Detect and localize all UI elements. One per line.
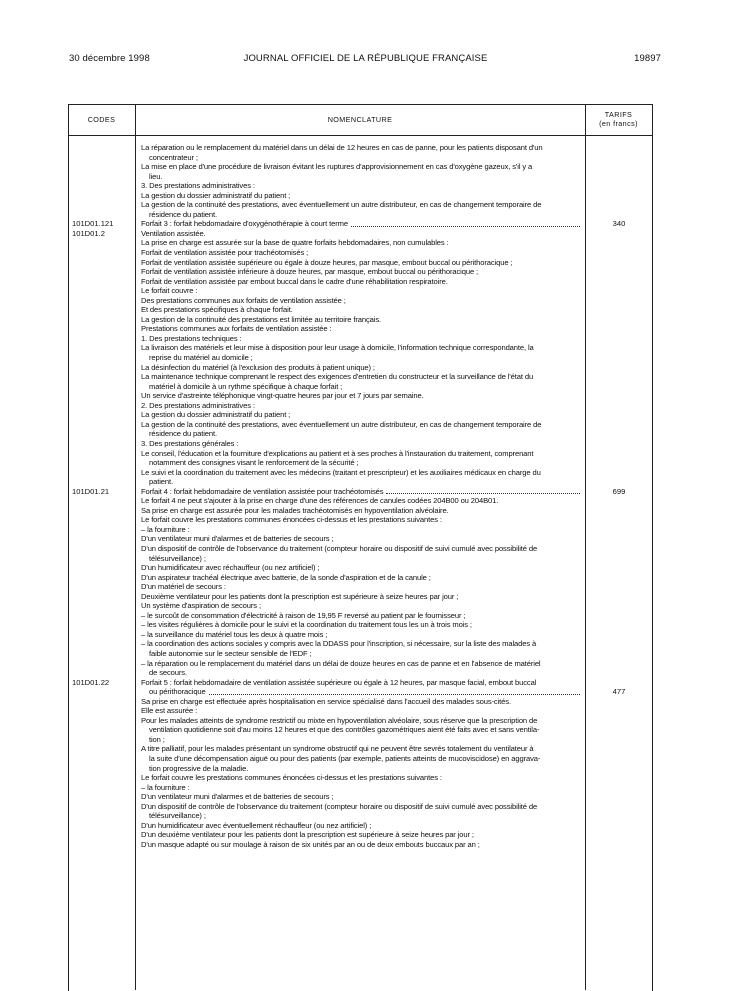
tarif-spacer <box>589 277 649 287</box>
tarif-spacer <box>589 783 649 793</box>
nomenclature-text: ou périthoracique <box>149 687 206 697</box>
nomenclature-line: La gestion de la continuité des prestations, avec éventuellement un autre distributeur, en cas de changement temporaire de <box>141 419 542 429</box>
tarif-spacer <box>589 468 649 478</box>
code-spacer <box>72 162 134 172</box>
code-spacer <box>72 802 134 812</box>
nomenclature-line <box>141 687 581 697</box>
nomenclature-line: Le forfait couvre les prestations communes énoncées ci-dessus et les prestations suivantes : <box>141 773 442 783</box>
code-spacer <box>72 181 134 191</box>
tarif-spacer <box>589 716 649 726</box>
nomenclature-line: D'un deuxième ventilateur pour les patients dont la prescription est supérieure à seize heures par jour ; <box>141 830 474 840</box>
code-spacer <box>72 840 134 850</box>
code-spacer <box>72 200 134 210</box>
nomenclature-line: Un service d'astreinte téléphonique vingt-quatre heures par jour et 7 jours par semaine. <box>141 391 424 401</box>
tarif-spacer <box>589 811 649 821</box>
code-spacer <box>72 305 134 315</box>
tarif-spacer <box>589 830 649 840</box>
column-header-codes: CODES <box>87 115 116 124</box>
nomenclature-line: Deuxième ventilateur pour les patients dont la prescription est supérieure à seize heures par jour ; <box>141 591 459 601</box>
code-spacer <box>72 544 134 554</box>
code-spacer <box>72 573 134 583</box>
code-spacer <box>72 143 134 153</box>
nomenclature-line: – la surveillance du matériel tous les deux à quatre mois ; <box>141 629 328 639</box>
nomenclature-line: Forfait de ventilation assistée par embout buccal dans le cadre d'une réhabilitation respiratoire. <box>141 276 448 286</box>
tarif-spacer <box>589 296 649 306</box>
nomenclature-line: Sa prise en charge est effectuée après hospitalisation en service spécialisé dans l'accueil des malades sous-cités. <box>141 696 511 706</box>
nomenclature-line: Sa prise en charge est assurée pour les malades trachéotomisés en hypoventilation alvéolaire. <box>141 505 449 515</box>
code-spacer <box>72 153 134 163</box>
tarif-spacer <box>589 363 649 373</box>
code-spacer <box>72 764 134 774</box>
code-cell: 101D01.121 <box>72 219 114 229</box>
tarif-spacer <box>589 821 649 831</box>
code-spacer <box>72 172 134 182</box>
nomenclature-line: 3. Des prestations administratives : <box>141 181 255 191</box>
nomenclature-line: D'un dispositif de contrôle de l'observance du traitement (compteur horaire ou dispositif de suivi cumulé avec possibilité de <box>141 543 538 553</box>
nomenclature-line: Des prestations communes aux forfaits de ventilation assistée ; <box>141 295 346 305</box>
tarif-spacer <box>589 706 649 716</box>
tarif-spacer <box>589 439 649 449</box>
nomenclature-line: Forfait 5 : forfait hebdomadaire de ventilation assistée supérieure ou égale à 12 heures, par masque facial, embout buccal <box>141 677 537 687</box>
tarif-spacer <box>589 382 649 392</box>
code-spacer <box>72 821 134 831</box>
tarif-spacer <box>589 153 649 163</box>
nomenclature-line: D'un humidificateur avec réchauffeur (ou nez artificiel) ; <box>141 563 320 573</box>
tarif-spacer <box>589 458 649 468</box>
code-spacer <box>72 315 134 325</box>
code-spacer <box>72 477 134 487</box>
tarif-spacer <box>589 210 649 220</box>
tarif-spacer <box>589 334 649 344</box>
nomenclature-line: Pour les malades atteints de syndrome restrictif ou mixte en hypoventilation alvéolaire, sous réserve que la prescription de <box>141 715 538 725</box>
nomenclature-line: – les visites régulières à domicile pour le suivi et la coordination du traitement tous les un à trois mois ; <box>141 620 472 630</box>
code-spacer <box>72 716 134 726</box>
tarif-spacer <box>589 659 649 669</box>
nomenclature-line: Le forfait 4 ne peut s'ajouter à la prise en charge d'une des références de canules codées 204B00 ou 204B01. <box>141 496 499 506</box>
tarif-spacer <box>589 515 649 525</box>
nomenclature-line: La gestion du dossier administratif du patient ; <box>141 410 291 420</box>
column-divider-codes <box>135 104 136 990</box>
code-spacer <box>72 439 134 449</box>
dot-leader <box>209 687 580 695</box>
journal-title: JOURNAL OFFICIEL DE LA RÉPUBLIQUE FRANÇAISE <box>243 53 488 64</box>
code-spacer <box>72 238 134 248</box>
tarif-spacer <box>589 229 649 239</box>
code-cell: 101D01.22 <box>72 677 110 687</box>
code-cell: 101D01.2 <box>72 228 105 238</box>
nomenclature-line: Le suivi et la coordination du traitement avec les médecins (traitant et prescripteur) et les auxiliaires médicaux en charge du <box>141 467 541 477</box>
nomenclature-line: D'un masque adapté ou sur moulage à raison de six unités par an ou de deux embouts buccaux par an ; <box>141 839 480 849</box>
tarif-spacer <box>589 429 649 439</box>
code-spacer <box>72 582 134 592</box>
nomenclature-line: ventilation quotidienne soit d'au moins 12 heures et que des contrôles gazométriques aient été faits avec et sans ventila- <box>149 725 540 735</box>
tarif-spacer <box>589 754 649 764</box>
tarif-spacer <box>589 563 649 573</box>
code-spacer <box>72 343 134 353</box>
code-spacer <box>72 687 134 697</box>
nomenclature-line: lieu. <box>149 171 163 181</box>
code-spacer <box>72 744 134 754</box>
code-spacer <box>72 324 134 334</box>
nomenclature-line: D'un ventilateur muni d'alarmes et de batteries de secours ; <box>141 792 334 802</box>
tarif-spacer <box>589 267 649 277</box>
nomenclature-line: La livraison des matériels et leur mise à disposition pour leur usage à domicile, l'information technique correspondante, la <box>141 343 534 353</box>
code-spacer <box>72 210 134 220</box>
nomenclature-line: La gestion de la continuité des prestations est limitée au territoire français. <box>141 314 381 324</box>
tarif-spacer <box>589 449 649 459</box>
nomenclature-line: Le forfait couvre : <box>141 286 198 296</box>
tarif-spacer <box>589 735 649 745</box>
tarif-cell: 340 <box>612 219 626 229</box>
nomenclature-line: – la coordination des actions sociales y compris avec la DDASS pour l'inscription, si nécessaire, sur la liste des malades à <box>141 639 537 649</box>
code-spacer <box>72 429 134 439</box>
code-spacer <box>72 811 134 821</box>
nomenclature-line: Un système d'aspiration de secours ; <box>141 601 261 611</box>
code-spacer <box>72 697 134 707</box>
nomenclature-line: – la réparation ou le remplacement du matériel dans un délai de douze heures en cas de panne et en l'absence de matériel <box>141 658 541 668</box>
nomenclature-line: 2. Des prestations administratives : <box>141 400 255 410</box>
code-spacer <box>72 620 134 630</box>
nomenclature-line: A titre palliatif, pour les malades présentant un syndrome obstructif qui ne peuvent être sevrés totalement du ventilateur à <box>141 744 534 754</box>
tarif-spacer <box>589 372 649 382</box>
tarif-spacer <box>589 315 649 325</box>
code-spacer <box>72 659 134 669</box>
code-spacer <box>72 515 134 525</box>
code-spacer <box>72 668 134 678</box>
nomenclature-line: résidence du patient. <box>149 429 217 439</box>
code-spacer <box>72 267 134 277</box>
code-spacer <box>72 830 134 840</box>
tarif-spacer <box>589 286 649 296</box>
nomenclature-line: 3. Des prestations générales : <box>141 438 239 448</box>
code-spacer <box>72 554 134 564</box>
tarifs-column <box>589 143 649 849</box>
tarif-spacer <box>589 582 649 592</box>
code-spacer <box>72 783 134 793</box>
nomenclature-line: faible autonomie sur le secteur sensible de l'EDF ; <box>149 648 312 658</box>
dot-leader <box>351 219 580 227</box>
tarif-spacer <box>589 773 649 783</box>
nomenclature-line: La prise en charge est assurée sur la base de quatre forfaits hebdomadaires, non cumulables : <box>141 238 449 248</box>
tarif-spacer <box>589 792 649 802</box>
tarif-spacer <box>589 764 649 774</box>
nomenclature-line: La réparation ou le remplacement du matériel dans un délai de 12 heures en cas de panne, pour les patients disposant d'un <box>141 143 543 152</box>
nomenclature-column <box>141 143 581 849</box>
nomenclature-line: La désinfection du matériel (à l'exclusion des produits à patient unique) ; <box>141 362 375 372</box>
nomenclature-line: La mise en place d'une procédure de livraison évitant les ruptures d'approvisionnement en cas d'oxygène gazeux, s'il y a <box>141 162 533 172</box>
nomenclature-line: reprise du matériel au domicile ; <box>149 353 253 363</box>
nomenclature-line: télésurveillance) ; <box>149 553 206 563</box>
code-spacer <box>72 372 134 382</box>
code-spacer <box>72 420 134 430</box>
code-spacer <box>72 792 134 802</box>
codes-column <box>72 143 134 849</box>
nomenclature-line: notamment des consignes visant le renforcement de la sécurité ; <box>149 458 359 468</box>
nomenclature-line: La gestion de la continuité des prestations, avec éventuellement un autre distributeur, en cas de changement temporaire de <box>141 200 542 210</box>
code-spacer <box>72 363 134 373</box>
code-spacer <box>72 534 134 544</box>
code-spacer <box>72 248 134 258</box>
code-spacer <box>72 277 134 287</box>
nomenclature-line <box>141 219 581 229</box>
column-header-tarifs-unit: (en francs) <box>599 119 638 128</box>
tarif-spacer <box>589 525 649 535</box>
nomenclature-line: Ventilation assistée. <box>141 228 206 238</box>
code-spacer <box>72 630 134 640</box>
header-row-divider <box>68 135 652 136</box>
tarif-spacer <box>589 630 649 640</box>
page-number: 19897 <box>634 53 661 64</box>
nomenclature-line: Elle est assurée : <box>141 706 198 716</box>
nomenclature-line: Forfait de ventilation assistée supérieure ou égale à douze heures, par masque, embout buccal ou périthoracique ; <box>141 257 513 267</box>
tarif-spacer <box>589 324 649 334</box>
code-spacer <box>72 496 134 506</box>
tarif-spacer <box>589 534 649 544</box>
header-date: 30 décembre 1998 <box>69 53 150 64</box>
code-spacer <box>72 506 134 516</box>
tarif-spacer <box>589 391 649 401</box>
nomenclature-line <box>141 487 581 497</box>
tarif-spacer <box>589 840 649 850</box>
code-spacer <box>72 754 134 764</box>
code-spacer <box>72 706 134 716</box>
nomenclature-line: tion progressive de la maladie. <box>149 763 249 773</box>
nomenclature-line: 1. Des prestations techniques : <box>141 333 242 343</box>
code-spacer <box>72 773 134 783</box>
tarif-spacer <box>589 143 649 153</box>
tarif-spacer <box>589 592 649 602</box>
tarif-spacer <box>589 678 649 688</box>
tarif-spacer <box>589 744 649 754</box>
code-spacer <box>72 296 134 306</box>
nomenclature-line: patient. <box>149 477 173 487</box>
nomenclature-line: Forfait de ventilation assistée inférieure à douze heures, par masque, embout buccal ou périthoracique ; <box>141 267 479 277</box>
code-spacer <box>72 458 134 468</box>
column-divider-tarifs <box>585 104 586 990</box>
tarif-spacer <box>589 725 649 735</box>
nomenclature-line: – la fourniture : <box>141 782 190 792</box>
nomenclature-text: Forfait 3 : forfait hebdomadaire d'oxygénothérapie à court terme <box>141 219 348 229</box>
code-spacer <box>72 592 134 602</box>
tarif-spacer <box>589 410 649 420</box>
nomenclature-line: – le surcoût de consommation d'électricité à raison de 19,95 F reversé au patient par le fournisseur ; <box>141 610 466 620</box>
code-spacer <box>72 449 134 459</box>
tarif-spacer <box>589 343 649 353</box>
code-spacer <box>72 286 134 296</box>
tarif-spacer <box>589 248 649 258</box>
tarif-spacer <box>589 401 649 411</box>
code-spacer <box>72 391 134 401</box>
code-spacer <box>72 611 134 621</box>
nomenclature-line: D'un ventilateur muni d'alarmes et de batteries de secours ; <box>141 534 334 544</box>
tarif-spacer <box>589 620 649 630</box>
nomenclature-line: Prestations communes aux forfaits de ventilation assistée : <box>141 324 332 334</box>
tarif-spacer <box>589 496 649 506</box>
tarif-spacer <box>589 506 649 516</box>
code-spacer <box>72 191 134 201</box>
code-spacer <box>72 639 134 649</box>
tarif-spacer <box>589 611 649 621</box>
tarif-spacer <box>589 639 649 649</box>
code-spacer <box>72 725 134 735</box>
nomenclature-line: la suite d'une décompensation aiguë ou pour des patients (par exemple, patients atteints de mucoviscidose) en aggrava- <box>149 754 541 763</box>
code-spacer <box>72 525 134 535</box>
dot-leader <box>386 487 580 495</box>
tarif-spacer <box>589 258 649 268</box>
nomenclature-line: La gestion du dossier administratif du patient ; <box>141 190 291 200</box>
nomenclature-line: tion ; <box>149 734 165 744</box>
tarif-spacer <box>589 668 649 678</box>
nomenclature-line: – la fourniture : <box>141 524 190 534</box>
nomenclature-line: de secours. <box>149 668 187 678</box>
tarif-spacer <box>589 191 649 201</box>
tarif-spacer <box>589 162 649 172</box>
code-spacer <box>72 353 134 363</box>
nomenclature-line: D'un dispositif de contrôle de l'observance du traitement (compteur horaire ou dispositif de suivi cumulé avec possibilité de <box>141 801 538 811</box>
tarif-spacer <box>589 573 649 583</box>
tarif-cell: 477 <box>612 687 626 697</box>
tarif-spacer <box>589 601 649 611</box>
code-spacer <box>72 410 134 420</box>
tarif-spacer <box>589 554 649 564</box>
nomenclature-line: D'un humidificateur avec éventuellement réchauffeur (ou nez artificiel) ; <box>141 820 372 830</box>
tarif-spacer <box>589 181 649 191</box>
tarif-spacer <box>589 420 649 430</box>
code-spacer <box>72 563 134 573</box>
nomenclature-line: D'un aspirateur trachéal électrique avec batterie, de la sonde d'aspiration et de la canule ; <box>141 572 431 582</box>
tarif-spacer <box>589 305 649 315</box>
code-spacer <box>72 735 134 745</box>
code-spacer <box>72 649 134 659</box>
column-header-tarifs: TARIFS <box>604 110 633 119</box>
nomenclature-line: D'un matériel de secours : <box>141 582 226 592</box>
nomenclature-line: Le forfait couvre les prestations communes énoncées ci-dessus et les prestations suivantes : <box>141 515 442 525</box>
tarif-cell: 699 <box>612 486 626 496</box>
nomenclature-line: concentrateur ; <box>149 152 198 162</box>
column-header-nomenclature: NOMENCLATURE <box>327 115 393 124</box>
nomenclature-line: matériel à domicile à un rythme spécifique à chaque forfait ; <box>149 381 343 391</box>
nomenclature-line: résidence du patient. <box>149 209 217 219</box>
nomenclature-line: Et des prestations spécifiques à chaque forfait. <box>141 305 293 315</box>
tarif-spacer <box>589 544 649 554</box>
nomenclature-text: Forfait 4 : forfait hebdomadaire de ventilation assistée pour trachéotomisés <box>141 486 384 496</box>
tarif-spacer <box>589 238 649 248</box>
tarif-spacer <box>589 697 649 707</box>
nomenclature-line: télésurveillance) ; <box>149 811 206 821</box>
code-spacer <box>72 258 134 268</box>
tarif-spacer <box>589 353 649 363</box>
code-spacer <box>72 468 134 478</box>
tarif-spacer <box>589 802 649 812</box>
nomenclature-line: Forfait de ventilation assistée pour trachéotomisés ; <box>141 248 309 258</box>
code-spacer <box>72 601 134 611</box>
tarif-spacer <box>589 477 649 487</box>
tarif-spacer <box>589 649 649 659</box>
tarif-spacer <box>589 200 649 210</box>
code-spacer <box>72 401 134 411</box>
code-spacer <box>72 382 134 392</box>
nomenclature-line: La maintenance technique comprenant le respect des exigences d'entretien du constructeur et la surveillance de l'état du <box>141 372 534 382</box>
tarif-spacer <box>589 172 649 182</box>
nomenclature-line: Le conseil, l'éducation et la fourniture d'explications au patient et à ses proches à l'instauration du traitement, comprenant <box>141 448 534 458</box>
code-cell: 101D01.21 <box>72 486 110 496</box>
code-spacer <box>72 334 134 344</box>
